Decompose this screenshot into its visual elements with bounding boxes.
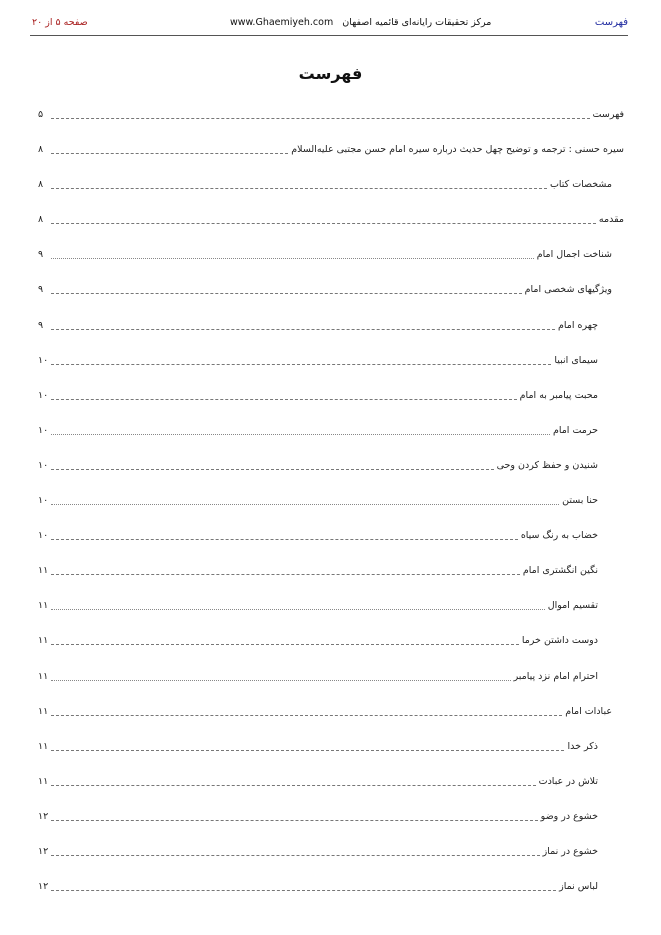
toc-entry-line[interactable] <box>38 703 612 719</box>
toc-leader-dots <box>51 749 564 751</box>
toc-entry[interactable] <box>38 525 624 560</box>
toc-entry[interactable] <box>38 490 624 525</box>
toc-entry-line[interactable] <box>38 281 612 297</box>
toc-entry-page-number: ۱۱ <box>38 600 49 612</box>
toc-entry[interactable] <box>38 244 624 279</box>
toc-entry-page-number: ۱۲ <box>38 810 49 822</box>
toc-entry-line[interactable] <box>38 527 598 543</box>
toc-entry-line[interactable] <box>38 211 624 227</box>
toc-entry-label[interactable]: فهرست <box>592 109 624 120</box>
header-section-title: فهرست <box>594 17 628 28</box>
page-header <box>30 13 628 36</box>
toc-entry[interactable] <box>38 350 624 385</box>
toc-leader-dots <box>51 503 559 505</box>
toc-entry-label[interactable]: ذکر خدا <box>567 740 598 752</box>
toc-entry-label[interactable]: تقسیم اموال <box>547 600 598 612</box>
toc-entry-page-number: ۱۱ <box>38 775 49 787</box>
toc-entry-label[interactable]: سیره حسنی : ترجمه و توضیح چهل حدیث درباره سیره امام حسن مجتبی علیه‌السلام <box>291 144 624 156</box>
toc-entry[interactable] <box>38 420 624 455</box>
page-title: فهرست <box>298 64 363 83</box>
toc-entry-line[interactable] <box>38 668 598 684</box>
toc-entry[interactable] <box>38 736 624 771</box>
toc-entry-line[interactable] <box>38 457 598 473</box>
toc-entry-line[interactable] <box>38 422 598 438</box>
toc-leader-dots <box>51 152 288 154</box>
toc-entry-page-number: ۸ <box>38 179 44 191</box>
toc-entry-line[interactable] <box>38 597 598 613</box>
toc-entry-line[interactable] <box>38 141 624 157</box>
toc-entry-label[interactable]: حنا بستن <box>562 495 598 507</box>
toc-entry-label[interactable]: نگین انگشتری امام <box>522 565 598 577</box>
toc-entry[interactable] <box>38 771 624 806</box>
toc-entry-label[interactable]: خضاب به رنگ سیاه <box>520 530 598 542</box>
toc-entry[interactable] <box>38 139 624 174</box>
toc-entry[interactable] <box>38 876 624 911</box>
toc-entry-page-number: ۱۱ <box>38 635 49 647</box>
toc-leader-dots <box>51 222 596 224</box>
toc-entry-label[interactable]: مقدمه <box>598 214 624 226</box>
toc-leader-dots <box>51 363 551 365</box>
toc-entry[interactable] <box>38 104 624 139</box>
toc-entry[interactable] <box>38 279 624 314</box>
toc-entry-label[interactable]: احترام امام نزد پیامبر <box>513 670 598 682</box>
toc-entry[interactable] <box>38 806 624 841</box>
header-site-link[interactable]: www.Ghaemiyeh.com <box>230 17 334 28</box>
toc-leader-dots <box>51 292 522 294</box>
toc-leader-dots <box>51 573 520 575</box>
toc-entry-label[interactable]: ویژگیهای شخصی امام <box>524 284 612 296</box>
toc-leader-dots <box>51 643 519 645</box>
toc-leader-dots <box>51 468 493 470</box>
toc-entry[interactable] <box>38 174 624 209</box>
toc-entry[interactable] <box>38 841 624 876</box>
toc-entry-label[interactable]: محبت پیامبر به امام <box>519 389 598 401</box>
toc-entry-line[interactable] <box>38 352 598 368</box>
toc-entry-page-number: ۱۱ <box>38 565 49 577</box>
toc-leader-dots <box>51 679 510 681</box>
toc-entry-page-number: ۱۱ <box>38 705 49 717</box>
toc-entry-line[interactable] <box>38 738 598 754</box>
toc-entry-line[interactable] <box>38 246 612 262</box>
toc-entry[interactable] <box>38 385 624 420</box>
toc-leader-dots <box>51 854 539 856</box>
toc-entry-page-number: ۱۲ <box>38 881 49 893</box>
toc-entry[interactable] <box>38 701 624 736</box>
toc-entry-line[interactable] <box>38 632 598 648</box>
toc-entry-line[interactable] <box>38 562 598 578</box>
toc-entry[interactable] <box>38 630 624 665</box>
toc-entry-label[interactable]: عبادات امام <box>565 705 612 717</box>
toc-entry-label[interactable]: دوست داشتن خرما <box>521 635 598 647</box>
toc-entry[interactable] <box>38 455 624 490</box>
toc-entry[interactable] <box>38 209 624 244</box>
toc-leader-dots <box>51 608 544 610</box>
toc-entry-label[interactable]: لباس نماز <box>559 881 598 893</box>
toc-leader-dots <box>51 328 555 330</box>
toc-entry[interactable] <box>38 560 624 595</box>
toc-entry-label[interactable]: حرمت امام <box>552 424 598 436</box>
toc-entry-label[interactable]: چهره امام <box>558 319 598 331</box>
toc-entry-line[interactable] <box>38 387 598 403</box>
toc-leader-dots <box>51 819 537 821</box>
toc-entry-page-number: ۸ <box>38 214 44 226</box>
toc-entry[interactable] <box>38 666 624 701</box>
toc-leader-dots <box>51 433 550 435</box>
header-center <box>230 17 491 28</box>
toc-entry-label[interactable]: سیمای انبیا <box>554 354 598 366</box>
toc-entry-page-number: ۹ <box>38 284 44 296</box>
toc-entry-page-number: ۹ <box>38 249 44 261</box>
toc-leader-dots <box>51 398 516 400</box>
toc-entry-label[interactable]: خشوع در وضو <box>540 810 598 822</box>
toc-leader-dots <box>51 257 534 259</box>
toc-entry-page-number: ۱۰ <box>38 389 49 401</box>
toc-leader-dots <box>51 538 518 540</box>
toc-entry-line[interactable] <box>38 808 598 824</box>
toc-entry-page-number: ۱۲ <box>38 845 49 857</box>
table-of-contents <box>38 104 624 911</box>
toc-entry-line[interactable] <box>38 843 598 859</box>
toc-entry-line[interactable] <box>38 878 598 894</box>
toc-entry-page-number: ۱۱ <box>38 670 49 682</box>
toc-entry[interactable] <box>38 315 624 350</box>
toc-entry-page-number: ۵ <box>38 109 44 120</box>
toc-entry-page-number: ۱۰ <box>38 495 49 507</box>
toc-entry-page-number: ۹ <box>38 319 44 331</box>
toc-entry-line[interactable] <box>38 176 612 192</box>
toc-entry-page-number: ۸ <box>38 144 44 156</box>
toc-leader-dots <box>51 784 535 786</box>
toc-entry-line[interactable] <box>38 773 598 789</box>
toc-entry-label[interactable]: تلاش در عبادت <box>538 775 598 787</box>
toc-leader-dots <box>51 889 556 891</box>
toc-entry-label[interactable]: خشوع در نماز <box>542 845 598 857</box>
toc-entry-label[interactable]: مشخصات کتاب <box>549 179 612 191</box>
toc-entry-label[interactable]: شنیدن و حفظ کردن وحی <box>496 459 598 471</box>
toc-leader-dots <box>51 117 590 119</box>
toc-entry-page-number: ۱۱ <box>38 740 49 752</box>
toc-entry-label[interactable]: شناخت اجمال امام <box>536 249 612 261</box>
toc-entry-page-number: ۱۰ <box>38 459 49 471</box>
toc-entry-line[interactable] <box>38 106 624 122</box>
toc-leader-dots <box>51 187 547 189</box>
header-center-title: مرکز تحقیقات رایانه‌ای قائمیه اصفهان <box>342 17 492 28</box>
toc-leader-dots <box>51 714 562 716</box>
toc-entry-line[interactable] <box>38 492 598 508</box>
toc-entry-page-number: ۱۰ <box>38 424 49 436</box>
header-page-info: صفحه ۵ از ۲۰ <box>32 17 88 28</box>
toc-entry-line[interactable] <box>38 317 598 333</box>
toc-entry-page-number: ۱۰ <box>38 354 49 366</box>
toc-entry[interactable] <box>38 595 624 630</box>
toc-entry-page-number: ۱۰ <box>38 530 49 542</box>
